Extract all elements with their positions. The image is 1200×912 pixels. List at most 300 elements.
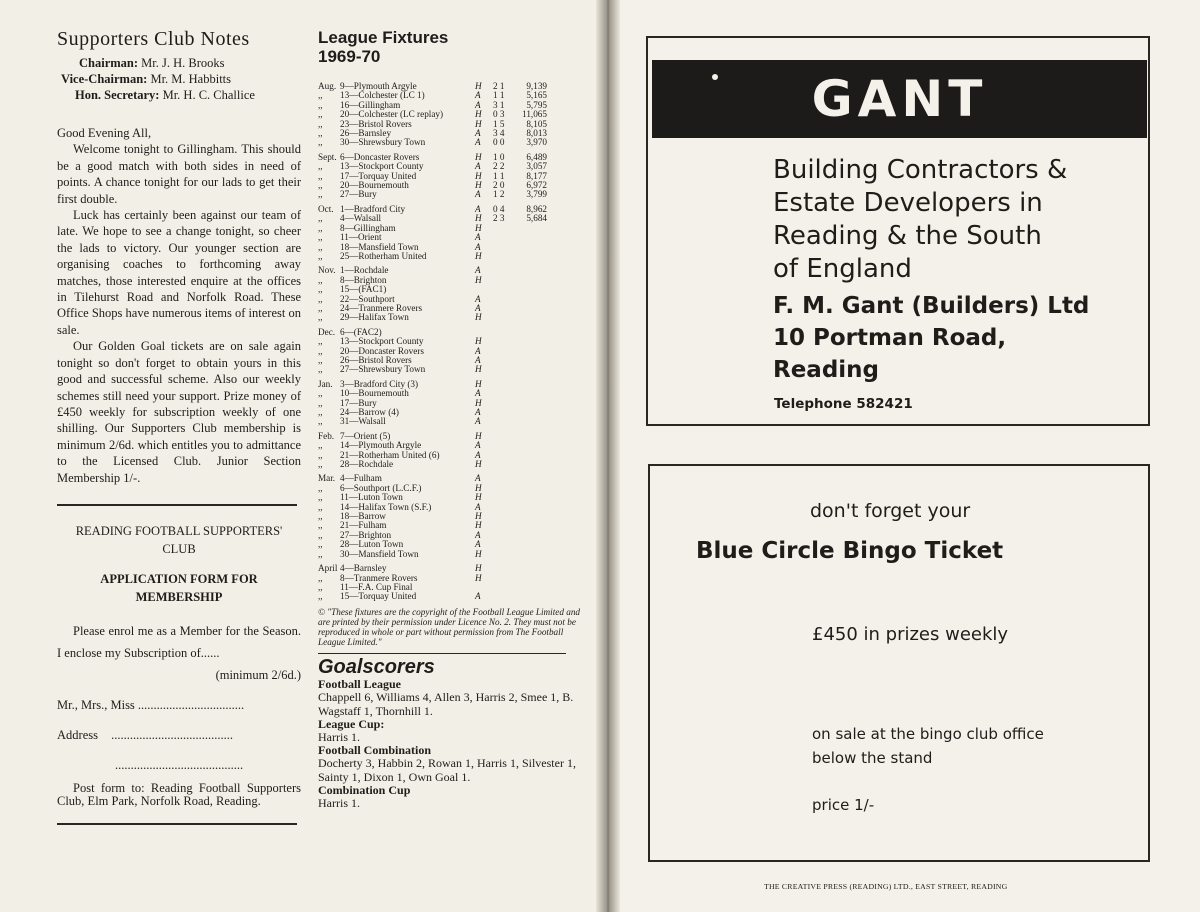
- fixture-attendance: [517, 460, 547, 469]
- fixture-score: 0 4: [493, 203, 505, 214]
- fixture-month: ,,: [318, 388, 323, 399]
- fixture-opponent: 28—Rochdale: [340, 460, 394, 470]
- page-gutter: [596, 0, 620, 912]
- fixture-opponent: 8—Brighton: [340, 275, 387, 285]
- fixture-venue: H: [475, 378, 482, 389]
- fixture-venue: H: [475, 563, 482, 574]
- bingo-sale-line: on sale at the bingo club office: [812, 725, 1044, 743]
- fixture-month: ,,: [318, 345, 323, 356]
- fixture-attendance: 3,970: [526, 137, 547, 148]
- fixture-month: ,,: [318, 189, 323, 200]
- fixture-row: [318, 214, 580, 223]
- fixture-row: [318, 564, 580, 573]
- fixture-row: [318, 243, 580, 252]
- fixture-opponent: 1—Bradford City: [340, 204, 406, 214]
- fixture-attendance: [517, 285, 547, 294]
- goalscorers-text: Harris 1.: [318, 796, 360, 811]
- fixture-score: [493, 583, 517, 592]
- fixtures-month-group: [318, 432, 580, 470]
- fixture-attendance: [517, 313, 547, 322]
- fixture-opponent: 27—Shrewsbury Town: [340, 365, 426, 375]
- fixture-attendance: 8,177: [526, 170, 547, 181]
- fixture-row: [318, 417, 580, 426]
- fixture-attendance: [517, 295, 547, 304]
- fixture-month: ,,: [318, 137, 323, 148]
- fixture-row: [318, 512, 580, 521]
- fixture-month: ,,: [318, 581, 323, 592]
- fixture-opponent: 23—Bristol Rovers: [340, 119, 412, 129]
- fixture-row: [318, 550, 580, 559]
- fixture-row: [318, 328, 580, 337]
- fixture-opponent: 17—Bury: [340, 398, 377, 408]
- fixture-venue: A: [475, 128, 481, 139]
- fixture-venue: H: [475, 430, 482, 441]
- fixture-score: [493, 531, 517, 540]
- fixture-venue: A: [475, 203, 481, 214]
- notes-paragraph: Welcome tonight to Gillingham. This should be a good match with both sides in need of points. A chance tonight for our lads to get their first double.: [57, 142, 301, 206]
- fixture-score: [493, 224, 517, 233]
- address-line[interactable]: [57, 724, 301, 746]
- fixture-month: ,,: [318, 354, 323, 365]
- fixture-venue: A: [475, 354, 481, 365]
- fixture-row: [318, 356, 580, 365]
- fixture-row: [318, 503, 580, 512]
- fixture-opponent: 22—Southport: [340, 294, 395, 304]
- fixture-score: [493, 389, 517, 398]
- fixtures-month-group: [318, 564, 580, 602]
- fixture-score: [493, 380, 517, 389]
- fixture-venue: H: [475, 151, 482, 162]
- fixture-score: 1 1: [493, 170, 505, 181]
- fixture-attendance: [517, 474, 547, 483]
- fixture-attendance: [517, 493, 547, 502]
- fixture-score: [493, 503, 517, 512]
- fixture-venue: A: [475, 529, 481, 540]
- fixture-opponent: 27—Brighton: [340, 530, 392, 540]
- fixture-attendance: [517, 550, 547, 559]
- officer-chairman: [79, 55, 301, 71]
- officer-vice-chairman: [61, 71, 301, 87]
- fixture-attendance: [517, 356, 547, 365]
- fixture-venue: A: [475, 293, 481, 304]
- fixture-opponent: 29—Halifax Town: [340, 313, 409, 323]
- fixture-score: [493, 276, 517, 285]
- gant-banner: GANT: [652, 60, 1147, 138]
- fixtures-table: [318, 82, 580, 602]
- fixture-opponent: 6—Doncaster Rovers: [340, 152, 420, 162]
- fixture-month: Sept.: [318, 151, 337, 162]
- fixture-venue: A: [475, 241, 481, 252]
- fixture-venue: A: [475, 416, 481, 427]
- fixture-row: [318, 138, 580, 147]
- gant-description: [773, 154, 1133, 286]
- fixture-month: April: [318, 563, 338, 574]
- form-heading-club: CLUB: [162, 541, 196, 556]
- fixture-venue: A: [475, 501, 481, 512]
- fixture-opponent: 11—Orient: [340, 233, 382, 243]
- fixture-month: ,,: [318, 293, 323, 304]
- gant-address: [773, 290, 1148, 386]
- gant-desc-line: of England: [773, 254, 912, 284]
- fixture-opponent: 18—Mansfield Town: [340, 242, 419, 252]
- address-line-2[interactable]: [57, 754, 301, 776]
- fixture-row: [318, 233, 580, 242]
- notes-body: [57, 125, 301, 486]
- bingo-ticket-title: Blue Circle Bingo Ticket: [696, 538, 1004, 564]
- fixture-score: [493, 252, 517, 261]
- fixture-opponent: 15—Torquay United: [340, 592, 417, 602]
- fixture-score: [493, 521, 517, 530]
- fixture-month: ,,: [318, 397, 323, 408]
- fixture-attendance: [517, 276, 547, 285]
- fixture-score: [493, 266, 517, 275]
- notes-paragraph: Luck has certainly been against our team of late. We hope to see a change tonight, so cheer the lads to victory. Our younger section are organising coaches to forthcoming away matches, those interested enquire at the offices in Tilehurst Road and Norfolk Road. These Office Shops have numerous items of interest on sale.: [57, 208, 301, 337]
- goalscorers-text: Harris 1.: [318, 730, 360, 745]
- fixture-venue: A: [475, 137, 481, 148]
- fixture-row: [318, 583, 580, 592]
- fixture-venue: H: [475, 459, 482, 470]
- fixture-attendance: 6,489: [526, 151, 547, 162]
- fixture-month: ,,: [318, 336, 323, 347]
- fixture-attendance: 9,139: [526, 81, 547, 91]
- fixture-row: [318, 313, 580, 322]
- name-label: Mr., Mrs., Miss: [57, 697, 135, 712]
- fixture-venue: H: [475, 336, 482, 347]
- fixture-venue: A: [475, 265, 481, 276]
- fixture-month: ,,: [318, 440, 323, 451]
- fixture-venue: A: [475, 539, 481, 550]
- fixture-month: ,,: [318, 284, 323, 295]
- fixture-opponent: 11—F.A. Cup Final: [340, 582, 413, 592]
- fixtures-column: [318, 28, 580, 810]
- fixture-month: ,,: [318, 312, 323, 323]
- divider: [57, 823, 297, 825]
- fixture-opponent: 13—Stockport County: [340, 162, 424, 172]
- fixture-venue: A: [475, 449, 481, 460]
- fixture-opponent: 28—Luton Town: [340, 540, 404, 550]
- gant-advert: [646, 36, 1150, 426]
- form-subheading: APPLICATION FORM FOR: [100, 571, 258, 586]
- fixture-month: ,,: [318, 591, 323, 602]
- fixture-attendance: [517, 304, 547, 313]
- fixture-month: ,,: [318, 90, 323, 101]
- bingo-advert: [648, 464, 1150, 862]
- fixture-month: ,,: [318, 180, 323, 191]
- fixture-score: [493, 365, 517, 374]
- fixture-opponent: 20—Colchester (LC replay): [340, 110, 444, 120]
- fixture-attendance: [517, 503, 547, 512]
- fixture-score: [493, 550, 517, 559]
- fixture-venue: H: [475, 482, 482, 493]
- address-label: Address: [57, 727, 98, 742]
- fixture-venue: H: [475, 81, 482, 91]
- fixture-venue: A: [475, 473, 481, 484]
- fixture-month: ,,: [318, 511, 323, 522]
- fixture-score: [493, 432, 517, 441]
- fixture-attendance: 5,684: [526, 213, 547, 224]
- fixture-attendance: 5,165: [526, 90, 547, 101]
- bingo-price: price 1/-: [812, 796, 875, 814]
- fixture-venue: H: [475, 364, 482, 375]
- fixture-month: ,,: [318, 482, 323, 493]
- fixture-attendance: [517, 531, 547, 540]
- form-subheading-membership: MEMBERSHIP: [135, 589, 223, 604]
- fixture-month: Mar.: [318, 473, 336, 484]
- fixture-row: [318, 252, 580, 261]
- fixture-row: [318, 266, 580, 275]
- address-blank[interactable]: .......................................: [111, 727, 233, 742]
- fixture-opponent: 13—Stockport County: [340, 337, 424, 347]
- fixture-venue: A: [475, 388, 481, 399]
- name-line[interactable]: [57, 694, 301, 716]
- bingo-prize: £450 in prizes weekly: [812, 624, 1009, 645]
- officer-secretary: [75, 87, 301, 103]
- fixture-attendance: 8,013: [526, 128, 547, 139]
- fixture-attendance: [517, 408, 547, 417]
- fixture-opponent: 25—Rotherham United: [340, 251, 427, 261]
- fixture-venue: H: [475, 548, 482, 559]
- fixture-score: [493, 347, 517, 356]
- fixture-score: 1 0: [493, 151, 505, 162]
- fixture-attendance: [517, 347, 547, 356]
- fixture-row: [318, 493, 580, 502]
- fixture-month: Oct.: [318, 203, 334, 214]
- fixture-opponent: 20—Bournemouth: [340, 181, 409, 191]
- fixtures-title: League Fixtures: [318, 28, 449, 47]
- gant-desc-line: Building Contractors &: [773, 155, 1068, 185]
- fixture-attendance: 6,972: [526, 180, 547, 191]
- fixture-attendance: [517, 399, 547, 408]
- fixture-opponent: 7—Orient (5): [340, 431, 391, 441]
- fixture-opponent: 9—Plymouth Argyle: [340, 82, 417, 91]
- fixtures-month-group: [318, 380, 580, 427]
- fixture-attendance: [517, 540, 547, 549]
- fixture-month: ,,: [318, 118, 323, 129]
- fixture-attendance: [517, 252, 547, 261]
- fixture-attendance: [517, 417, 547, 426]
- fixture-opponent: 21—Rotherham United (6): [340, 450, 440, 460]
- notes-paragraph: Our Golden Goal tickets are on sale again tonight so don't forget to obtain yours in this good and successful scheme. Also our weekly schemes still need your support. Prize money of £450 weekly for subscription weekly of one shilling. Our Supporters Club membership is minimum 2/6d. which entitles you to admittance to the Licensed Club. Junior Section Membership 1/-.: [57, 339, 301, 485]
- fixture-month: ,,: [318, 128, 323, 139]
- fixture-attendance: [517, 233, 547, 242]
- officer-name: Mr. M. Habbitts: [150, 72, 232, 86]
- fixture-attendance: [517, 512, 547, 521]
- fixture-opponent: 1—Rochdale: [340, 266, 389, 276]
- fixture-opponent: 8—Gillingham: [340, 223, 396, 233]
- fixture-score: [493, 493, 517, 502]
- officers-list: [57, 55, 301, 103]
- fixture-month: ,,: [318, 364, 323, 375]
- fixture-attendance: [517, 451, 547, 460]
- fixture-row: [318, 295, 580, 304]
- fixture-opponent: 4—Walsall: [340, 214, 382, 224]
- fixture-score: [493, 295, 517, 304]
- fixture-attendance: [517, 365, 547, 374]
- fixtures-copyright: © "These fixtures are the copyright of the Football League Limited and are printed by their permission under Licence No. 2. They must not be reproduced in whole or part without permission from The Football League Limited.": [318, 606, 581, 647]
- fixture-attendance: 5,795: [526, 99, 547, 110]
- fixture-score: 1 1: [493, 90, 505, 101]
- fixture-opponent: 30—Mansfield Town: [340, 549, 419, 559]
- fixtures-month-group: [318, 205, 580, 261]
- fixture-opponent: 14—Plymouth Argyle: [340, 441, 422, 451]
- fixture-row: [318, 408, 580, 417]
- fixtures-season: 1969-70: [318, 47, 381, 66]
- fixture-score: [493, 243, 517, 252]
- gant-town: Reading: [773, 357, 880, 383]
- fixture-opponent: 17—Torquay United: [340, 171, 417, 181]
- fixture-venue: H: [475, 511, 482, 522]
- fixture-score: 2 0: [493, 180, 505, 191]
- fixture-venue: A: [475, 99, 481, 110]
- fixture-attendance: [517, 521, 547, 530]
- fixture-attendance: 8,105: [526, 118, 547, 129]
- fixture-month: ,,: [318, 241, 323, 252]
- fixture-month: ,,: [318, 539, 323, 550]
- fixture-row: [318, 285, 580, 294]
- fixture-month: Jan.: [318, 378, 333, 389]
- fixture-venue: A: [475, 345, 481, 356]
- goalscorers-heading: Football League: [318, 677, 401, 692]
- fixture-attendance: [517, 380, 547, 389]
- fixture-month: ,,: [318, 250, 323, 261]
- fixture-score: [493, 328, 517, 337]
- fixture-score: 0 0: [493, 137, 505, 148]
- fixture-opponent: 14—Halifax Town (S.F.): [340, 502, 432, 512]
- fixture-row: [318, 540, 580, 549]
- fixture-month: ,,: [318, 416, 323, 427]
- goalscorers-text: Docherty 3, Habbin 2, Rowan 1, Harris 1, Silvester 1, Sainty 1, Dixon 1, Own Goal 1.: [318, 756, 576, 784]
- fixture-score: 0 3: [493, 109, 505, 120]
- fixture-score: 2 2: [493, 161, 505, 172]
- goalscorers-heading: League Cup:: [318, 716, 385, 731]
- supporters-title: Supporters Club Notes: [57, 28, 250, 50]
- fixture-month: Dec.: [318, 326, 336, 337]
- fixture-score: [493, 304, 517, 313]
- fixture-opponent: 16—Gillingham: [340, 100, 401, 110]
- fixture-month: ,,: [318, 449, 323, 460]
- fixture-row: [318, 592, 580, 601]
- fixtures-month-group: [318, 328, 580, 375]
- fixture-attendance: 3,799: [526, 189, 547, 200]
- fixture-opponent: 20—Doncaster Rovers: [340, 346, 424, 356]
- fixture-month: ,,: [318, 501, 323, 512]
- fixture-month: ,,: [318, 213, 323, 224]
- goalscorers-text: Chappell 6, Williams 4, Allen 3, Harris 2, Smee 1, B. Wagstaff 1, Thornhill 1.: [318, 690, 574, 718]
- fixture-month: ,,: [318, 492, 323, 503]
- goalscorers-heading: Football Combination: [318, 743, 432, 758]
- fixture-score: [493, 574, 517, 583]
- fixture-score: [493, 356, 517, 365]
- fixture-attendance: [517, 441, 547, 450]
- fixture-venue: H: [475, 397, 482, 408]
- fixture-opponent: 31—Walsall: [340, 417, 386, 427]
- fixture-opponent: 27—Bury: [340, 190, 377, 200]
- fixture-month: ,,: [318, 161, 323, 172]
- name-blank[interactable]: ..................................: [137, 697, 245, 712]
- fixture-row: [318, 451, 580, 460]
- bingo-reminder: don't forget your: [810, 500, 971, 522]
- fixture-row: [318, 521, 580, 530]
- fixture-venue: H: [475, 170, 482, 181]
- fixture-score: [493, 285, 517, 294]
- fixture-score: 3 4: [493, 128, 505, 139]
- gant-company: F. M. Gant (Builders) Ltd: [773, 293, 1090, 319]
- fixtures-month-group: [318, 474, 580, 559]
- fixture-opponent: 10—Bournemouth: [340, 389, 409, 399]
- fixture-attendance: [517, 484, 547, 493]
- fixture-venue: H: [475, 222, 482, 233]
- fixture-opponent: 3—Bradford City (3): [340, 379, 419, 389]
- fixture-opponent: 13—Colchester (LC 1): [340, 91, 425, 101]
- fixture-month: ,,: [318, 548, 323, 559]
- fixture-month: ,,: [318, 572, 323, 583]
- divider: [318, 653, 566, 655]
- enrol-text: Please enrol me as a Member for the Season. I enclose my Subscription of......: [57, 623, 301, 660]
- fixture-venue: H: [475, 109, 482, 120]
- fixture-score: [493, 540, 517, 549]
- fixture-venue: A: [475, 189, 481, 200]
- fixture-attendance: [517, 328, 547, 337]
- fixture-month: ,,: [318, 232, 323, 243]
- fixture-month: ,,: [318, 170, 323, 181]
- goalscorers-title: Goalscorers: [318, 656, 435, 679]
- fixture-venue: A: [475, 302, 481, 313]
- fixture-row: [318, 484, 580, 493]
- fixture-row: [318, 337, 580, 346]
- fixture-opponent: 8—Tranmere Rovers: [340, 573, 418, 583]
- fixture-row: [318, 276, 580, 285]
- supporters-club-column: [57, 28, 301, 825]
- fixture-attendance: 8,962: [526, 203, 547, 214]
- goalscorers-heading: Combination Cup: [318, 782, 411, 797]
- officer-name: Mr. H. C. Challice: [162, 88, 255, 102]
- fixture-opponent: 4—Barnsley: [340, 564, 387, 574]
- fixture-score: [493, 233, 517, 242]
- fixtures-month-group: [318, 82, 580, 148]
- fixture-venue: H: [475, 312, 482, 323]
- fixture-score: [493, 337, 517, 346]
- fixture-month: ,,: [318, 222, 323, 233]
- banner-dot: [712, 74, 718, 80]
- fixture-attendance: [517, 337, 547, 346]
- fixture-score: [493, 564, 517, 573]
- officer-name: Mr. J. H. Brooks: [141, 56, 225, 70]
- goalscorers-list: [318, 678, 580, 810]
- fixture-venue: H: [475, 520, 482, 531]
- greeting: Good Evening All,: [57, 126, 152, 140]
- fixture-venue: H: [475, 492, 482, 503]
- fixture-venue: A: [475, 232, 481, 243]
- fixture-attendance: [517, 266, 547, 275]
- fixture-month: ,,: [318, 407, 323, 417]
- fixture-score: 1 2: [493, 189, 505, 200]
- fixture-attendance: 11,065: [522, 109, 547, 120]
- fixture-attendance: [517, 592, 547, 601]
- fixture-venue: H: [475, 118, 482, 129]
- fixture-row: [318, 190, 580, 199]
- address-blank-2[interactable]: .........................................: [115, 757, 244, 772]
- fixture-row: [318, 347, 580, 356]
- fixture-row: [318, 432, 580, 441]
- fixtures-month-group: [318, 266, 580, 322]
- fixture-score: [493, 592, 517, 601]
- gant-street: 10 Portman Road,: [773, 325, 1007, 351]
- fixture-venue: A: [475, 591, 481, 602]
- fixture-score: 2 1: [493, 81, 505, 91]
- post-instructions: Post form to: Reading Football Supporters Club, Elm Park, Norfolk Road, Reading.: [57, 780, 301, 809]
- fixture-venue: A: [475, 161, 481, 172]
- fixture-row: [318, 441, 580, 450]
